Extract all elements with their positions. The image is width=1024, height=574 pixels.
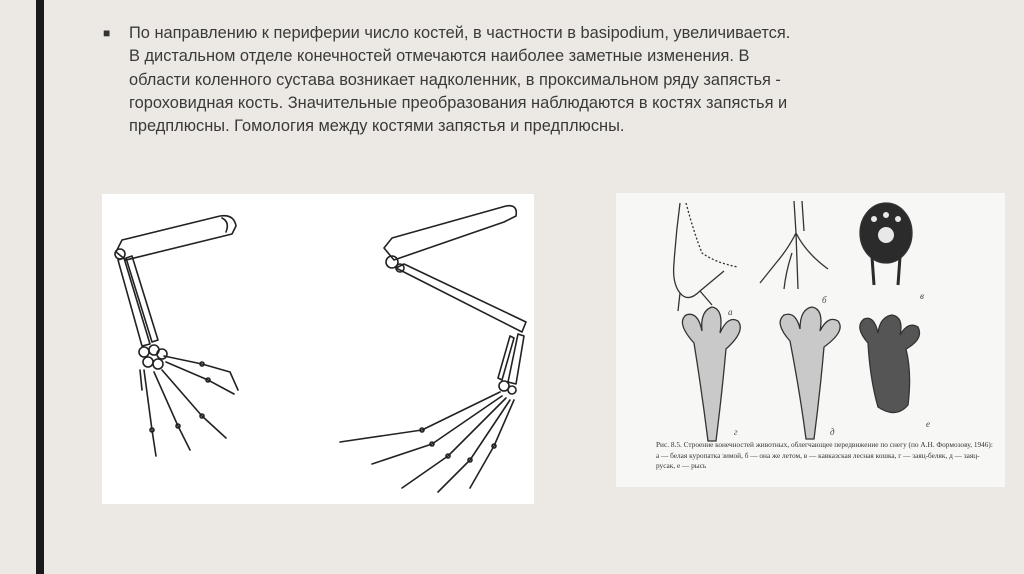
slide-accent-bar — [36, 0, 44, 574]
figure-caption — [656, 440, 994, 471]
limb-skeleton-drawing — [102, 194, 534, 504]
bullet-marker: ■ — [103, 26, 111, 40]
figure-caption-legend: а — белая куропатка зимой, б — она же летом, в — кавказская лесная кошка, г — заяц-беляк, д — заяц-русак, е — рысь — [656, 451, 980, 470]
panel-letter-b: б — [822, 295, 827, 305]
panel-letter-d: г — [734, 427, 738, 437]
bullet-paragraph — [103, 22, 803, 138]
panel-letter-a: а — [728, 307, 733, 317]
figure-caption-title: Рис. 8.5. Строение конечностей животных, облегчающее передвижение по снегу (по А.Н. Формозову, 1946): — [656, 440, 993, 449]
panel-letter-c: в — [920, 291, 924, 301]
panel-letter-f: е — [926, 419, 930, 429]
panel-letter-e: д — [830, 427, 835, 437]
bullet-text: По направлению к периферии число костей, в частности в basipodium, увеличивается. В дистальном отделе конечностей отмечаются наиболее заметные изменения. В области коленного сустава возникает надколенник, в проксимальном ряду запястья - гороховидная кость. Значительные преобразования наблюдаются в костях запястья и предплюсны. Гомология между костями запястья и предплюсны. — [129, 24, 791, 136]
limb-skeleton-illustration — [102, 194, 534, 504]
